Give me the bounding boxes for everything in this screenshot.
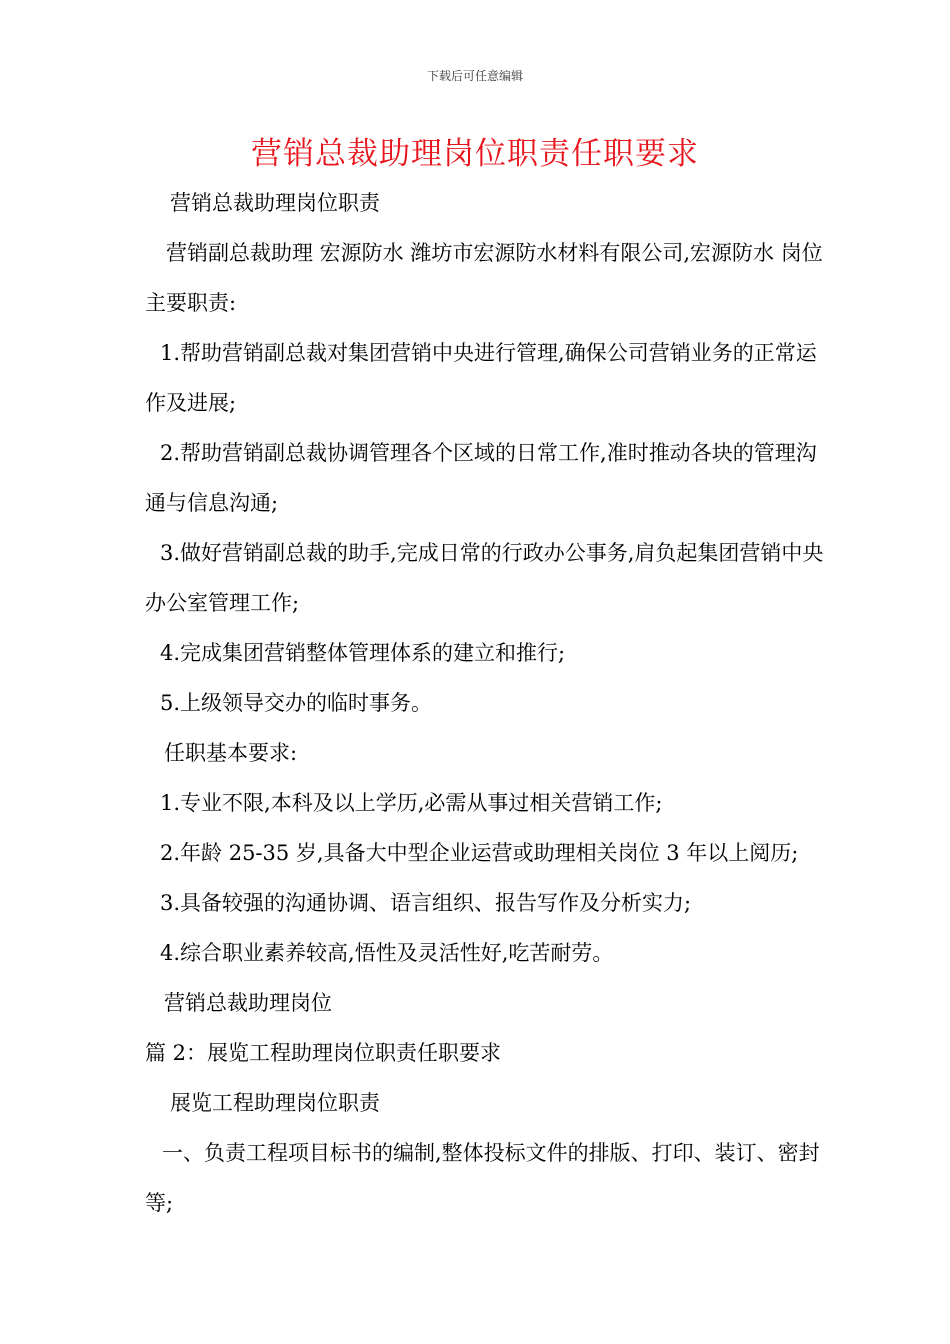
header-note: 下载后可任意编辑	[426, 69, 523, 83]
intro-paragraph: 营销副总裁助理 宏源防水 潍坊市宏源防水材料有限公司,宏源防水 岗位主要职责:	[145, 241, 823, 315]
requirements-heading: 任职基本要求:	[164, 741, 298, 765]
duty-item: 3.做好营销副总裁的助手,完成日常的行政办公事务,肩负起集团营销中央办公室管理工作;	[145, 541, 824, 615]
document-body	[145, 178, 825, 1228]
duty-item: 1.帮助营销副总裁对集团营销中央进行管理,确保公司营销业务的正常运作及进展;	[145, 341, 817, 415]
closing-line: 营销总裁助理岗位	[164, 991, 332, 1015]
requirement-item: 3.具备较强的沟通协调、语言组织、报告写作及分析实力;	[160, 891, 692, 915]
duty-item: 5.上级领导交办的临时事务。	[160, 691, 433, 715]
part2-subheading: 展览工程助理岗位职责	[170, 1091, 380, 1115]
requirement-item: 1.专业不限,本科及以上学历,必需从事过相关营销工作;	[160, 791, 663, 815]
part2-heading: 篇 2：展览工程助理岗位职责任职要求	[145, 1041, 502, 1065]
duty-item: 2.帮助营销副总裁协调管理各个区域的日常工作,准时推动各块的管理沟通与信息沟通;	[145, 441, 817, 515]
section-heading: 营销总裁助理岗位职责	[170, 191, 380, 215]
requirement-item: 2.年龄 25-35 岁,具备大中型企业运营或助理相关岗位 3 年以上阅历;	[160, 841, 799, 865]
requirement-item: 4.综合职业素养较高,悟性及灵活性好,吃苦耐劳。	[160, 941, 614, 965]
duty-item: 4.完成集团营销整体管理体系的建立和推行;	[160, 641, 566, 665]
part2-item: 一、负责工程项目标书的编制,整体投标文件的排版、打印、装订、密封等;	[145, 1141, 820, 1215]
document-title: 营销总裁助理岗位职责任职要求	[251, 136, 699, 172]
